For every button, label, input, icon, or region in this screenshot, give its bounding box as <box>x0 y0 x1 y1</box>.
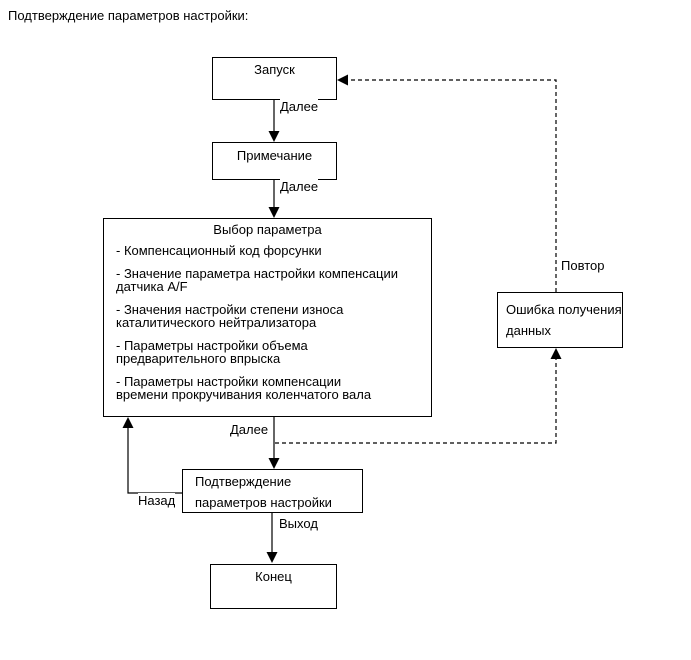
arrowhead-down-confirm <box>269 458 280 469</box>
node-select-parameter <box>103 218 432 417</box>
node-start <box>212 57 337 100</box>
node-confirm-line: параметров настройки <box>195 495 332 510</box>
parameter-item-line: предварительного впрыска <box>116 351 281 366</box>
parameter-item-line: - Компенсационный код форсунки <box>116 243 322 258</box>
node-confirm-parameters <box>182 469 363 513</box>
node-end-label: Конец <box>255 569 292 584</box>
parameter-item-line: - Значения настройки степени износа <box>116 302 344 317</box>
edge-label-next-2: Далее <box>280 179 319 194</box>
node-data-error-line: Ошибка получения <box>506 302 622 317</box>
parameter-item <box>116 244 425 257</box>
arrowhead-down-end <box>267 552 278 563</box>
parameter-item <box>116 375 425 401</box>
arrowhead-down-select <box>269 207 280 218</box>
node-data-error <box>497 292 623 348</box>
node-data-error-line: данных <box>506 323 552 338</box>
edge-label-exit: Выход <box>279 516 318 531</box>
node-note <box>212 142 337 180</box>
parameter-item <box>116 339 425 365</box>
parameter-item-line: - Параметры настройки компенсации <box>116 374 342 389</box>
node-start-label: Запуск <box>254 62 295 77</box>
parameter-item <box>116 303 425 329</box>
page-title: Подтверждение параметров настройки: <box>8 8 249 23</box>
edge-label-next-3: Далее <box>230 422 269 437</box>
parameter-item-line: - Параметры настройки объема <box>116 338 308 353</box>
node-end <box>210 564 337 609</box>
edge-label-retry: Повтор <box>561 258 605 273</box>
node-confirm-line: Подтверждение <box>195 474 292 489</box>
node-note-label: Примечание <box>236 148 313 163</box>
arrowhead-down-note <box>269 131 280 142</box>
arrowhead-up-error <box>551 348 562 359</box>
edge-confirm-to-select-back <box>128 428 182 493</box>
node-select-title: Выбор параметра <box>213 222 322 237</box>
parameter-item-line: времени прокручивания коленчатого вала <box>116 387 372 402</box>
parameter-item <box>116 267 425 293</box>
arrowhead-left-start <box>337 75 348 86</box>
parameter-list <box>104 244 431 401</box>
parameter-item-line: каталитического нейтрализатора <box>116 315 317 330</box>
parameter-item-line: датчика A/F <box>116 279 188 294</box>
arrowhead-up-select-back <box>123 417 134 428</box>
edge-label-back: Назад <box>138 493 176 508</box>
parameter-item-line: - Значение параметра настройки компенсации <box>116 266 398 281</box>
edge-label-next-1: Далее <box>280 99 319 114</box>
